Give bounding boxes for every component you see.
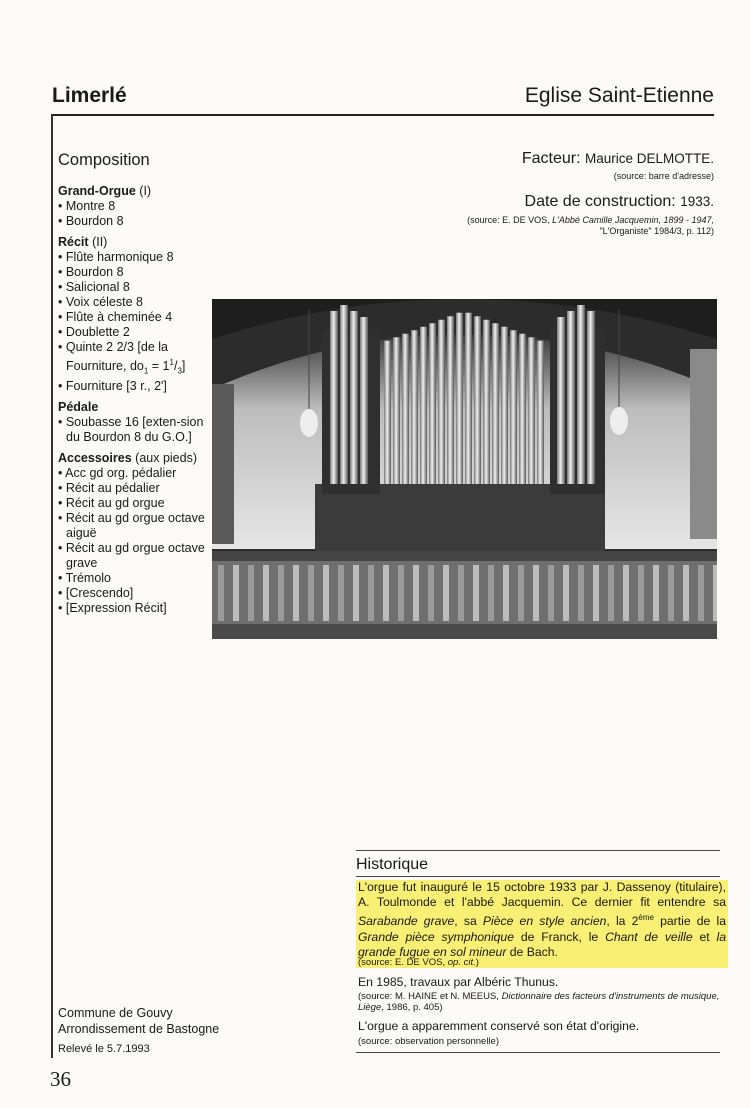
- organ-pipe: [447, 316, 454, 484]
- historique-paragraph: L'orgue fut inauguré le 15 octobre 1933 par J. Dassenoy (titulaire), A. Toulmonde et l'abbé Jacquemin. Ce dernier fit entendre sa Sarabande grave, sa Pièce en style ancien, la 2ème partie de la Grande pièce symphonique de Franck, le Chant de veille et la grande fugue en sol mineur de Bach.: [358, 880, 726, 959]
- stop-item: • Récit au gd orgue octave grave: [58, 540, 205, 570]
- header-rule: [52, 114, 714, 116]
- section-suffix: (II): [92, 235, 108, 249]
- organ-pipe: [587, 311, 595, 484]
- organ-pipe: [384, 341, 391, 484]
- organ-pipe: [474, 316, 481, 484]
- baluster: [458, 565, 464, 621]
- stop-item: • Trémolo: [58, 570, 112, 585]
- organ-pipe: [557, 317, 565, 484]
- baluster: [668, 565, 674, 621]
- organ-photo: [212, 299, 717, 639]
- church-title: Eglise Saint-Etienne: [524, 84, 714, 107]
- facteur-value: Maurice DELMOTTE.: [584, 151, 714, 166]
- construction-line: [525, 193, 714, 211]
- stop-item: • Récit au gd orgue: [58, 495, 165, 510]
- construction-label: Date de construction:: [524, 193, 676, 210]
- historique-rule-bottom: [356, 1052, 720, 1053]
- baluster: [428, 565, 434, 621]
- stop-item: • Voix céleste 8: [58, 295, 143, 309]
- historique-rule-top: [356, 850, 720, 851]
- stop-item: • Salicional 8: [58, 280, 130, 294]
- historique-source-3: (source: observation personnelle): [358, 1036, 499, 1047]
- commune-name: Commune de Gouvy: [58, 1006, 173, 1020]
- construction-source: (source: E. DE VOS, L'Abbé Camille Jacquemin, 1899 - 1947, "L'Organiste" 1984/3, p. 112): [467, 215, 714, 236]
- organ-pipe: [330, 311, 338, 484]
- baluster: [263, 565, 269, 621]
- section-heading: Récit (II): [58, 235, 108, 249]
- organ-pipe: [340, 305, 348, 484]
- organ-pipe: [537, 341, 544, 484]
- organ-pipe: [350, 311, 358, 484]
- organ-pipe: [393, 337, 400, 484]
- baluster: [488, 565, 494, 621]
- stop-item: • Doublette 2: [58, 325, 130, 339]
- baluster: [623, 565, 629, 621]
- baluster: [533, 565, 539, 621]
- organ-pipe: [510, 330, 517, 484]
- baluster: [503, 565, 509, 621]
- facteur-label: Facteur:: [521, 150, 581, 167]
- organ-pipe: [501, 327, 508, 484]
- organ-pipe: [360, 317, 368, 484]
- town-title: Limerlé: [52, 84, 127, 107]
- baluster: [368, 565, 374, 621]
- baluster: [293, 565, 299, 621]
- arrondissement-name: Arrondissement de Bastogne: [58, 1022, 220, 1036]
- stop-item: • Acc gd org. pédalier: [58, 465, 177, 480]
- organ-pipe: [420, 327, 427, 484]
- stop-item: • [Expression Récit]: [58, 600, 167, 615]
- section-heading: Pédale: [58, 399, 99, 414]
- historique-state: L'orgue a apparemment conservé son état d'origine.: [358, 1019, 640, 1033]
- baluster: [248, 565, 254, 621]
- baluster: [473, 565, 479, 621]
- organ-pipe: [438, 320, 445, 484]
- baluster: [443, 565, 449, 621]
- composition-list: [58, 184, 208, 616]
- baluster: [578, 565, 584, 621]
- historique-rule-mid: [356, 876, 720, 877]
- section-heading: Accessoires (aux pieds): [58, 450, 197, 465]
- baluster: [398, 565, 404, 621]
- organ-pipe: [577, 305, 585, 484]
- stop-item: • Récit au pédalier: [58, 480, 160, 495]
- stop-item: • Récit au gd orgue octave aiguë: [58, 510, 205, 540]
- construction-value: 1933.: [680, 194, 714, 209]
- baluster: [713, 565, 717, 621]
- baluster: [653, 565, 659, 621]
- facteur-source: (source: barre d'adresse): [613, 171, 714, 181]
- historique-source-1: (source: E. DE VOS, op. cit.): [358, 957, 479, 968]
- stop-item: • Bourdon 8: [58, 265, 124, 279]
- organ-pipe: [456, 313, 463, 484]
- baluster: [338, 565, 344, 621]
- baluster: [323, 565, 329, 621]
- historique-works: En 1985, travaux par Albéric Thunus.: [358, 975, 559, 989]
- stop-item: • Bourdon 8: [58, 214, 124, 228]
- organ-pipe: [519, 334, 526, 484]
- organ-pipe: [483, 320, 490, 484]
- baluster: [608, 565, 614, 621]
- releve-date: Relevé le 5.7.1993: [58, 1043, 150, 1055]
- composition-title: Composition: [58, 151, 150, 169]
- baluster: [638, 565, 644, 621]
- baluster: [698, 565, 704, 621]
- baluster: [233, 565, 239, 621]
- baluster: [383, 565, 389, 621]
- page-number: 36: [50, 1067, 71, 1091]
- organ-pipe: [465, 313, 472, 484]
- stop-item: • [Crescendo]: [58, 585, 134, 600]
- baluster: [683, 565, 689, 621]
- commune-block: [58, 1005, 219, 1037]
- facteur-line: [522, 150, 714, 168]
- organ-pipe: [492, 323, 499, 484]
- baluster: [218, 565, 224, 621]
- left-rule: [51, 114, 53, 1058]
- organ-pipe: [411, 330, 418, 484]
- section-suffix: (I): [139, 184, 152, 198]
- stop-item-fourniture: • Fourniture [3 r., 2']: [58, 378, 167, 393]
- baluster: [413, 565, 419, 621]
- stop-item: • Soubasse 16 [exten-sion du Bourdon 8 du G.O.]: [58, 414, 204, 444]
- baluster: [548, 565, 554, 621]
- section-heading: Grand-Orgue (I): [58, 184, 152, 198]
- baluster: [563, 565, 569, 621]
- organ-pipe: [402, 334, 409, 484]
- baluster: [308, 565, 314, 621]
- organ-pipe: [528, 337, 535, 484]
- organ-pipe: [429, 323, 436, 484]
- baluster: [593, 565, 599, 621]
- stop-item: • Montre 8: [58, 199, 116, 213]
- section-suffix: (aux pieds): [135, 450, 197, 465]
- stop-item: • Flûte à cheminée 4: [58, 310, 173, 324]
- historique-source-2: (source: M. HAINE et N. MEEUS, Dictionnaire des facteurs d'instruments de musique, Liège, 1986, p. 405): [358, 991, 720, 1013]
- baluster: [518, 565, 524, 621]
- historique-title: Historique: [356, 856, 429, 873]
- stop-item-quinte: • Quinte 2 2/3 [de la Fourniture, $do_1 = 1^1/_3$]: [58, 340, 186, 376]
- baluster: [353, 565, 359, 621]
- baluster: [278, 565, 284, 621]
- stop-item: • Flûte harmonique 8: [58, 250, 174, 264]
- organ-pipe: [567, 311, 575, 484]
